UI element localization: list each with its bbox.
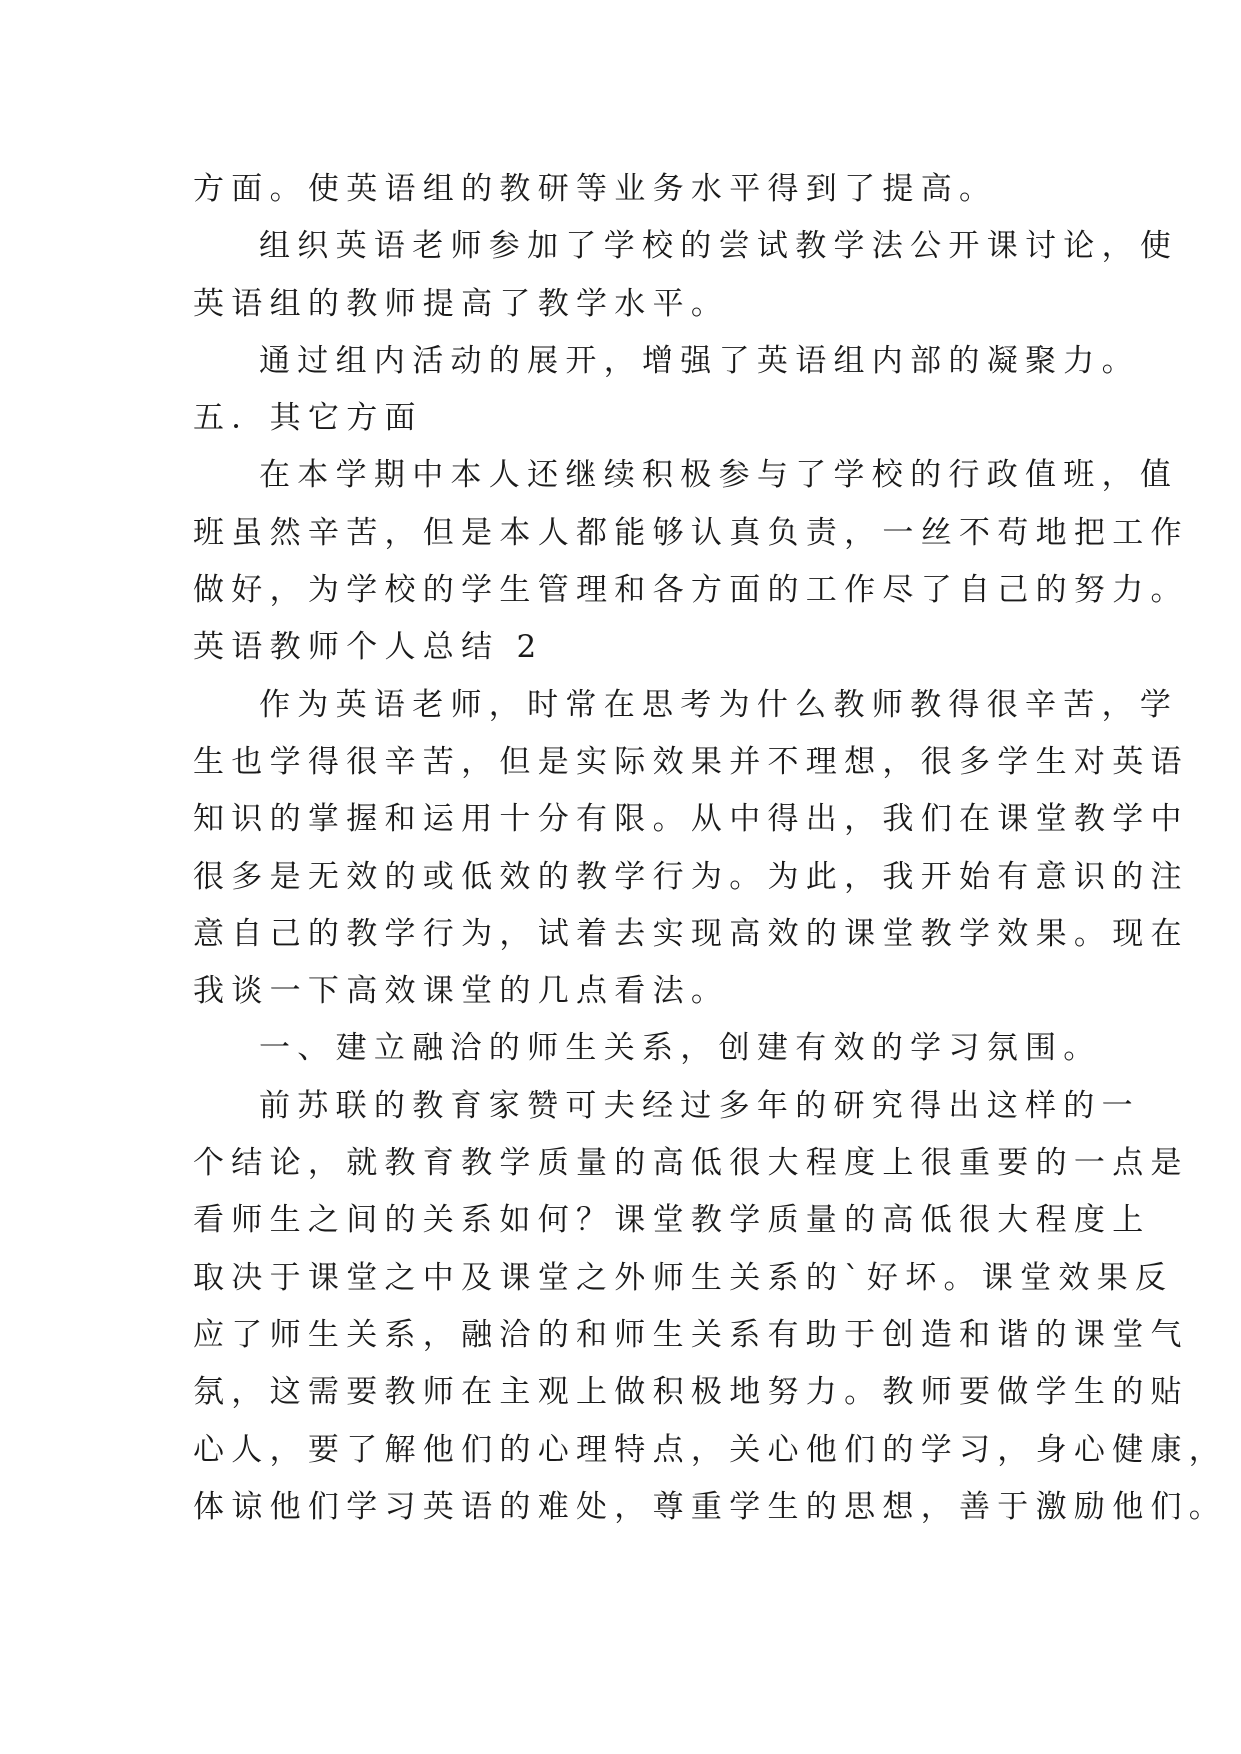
- text-line: 心人，要了解他们的心理特点，关心他们的学习，身心健康，: [193, 1431, 1228, 1468]
- text-line: 看师生之间的关系如何？课堂教学质量的高低很大程度上: [193, 1202, 1151, 1239]
- text-line: 个结论，就教育教学质量的高低很大程度上很重要的一点是: [193, 1145, 1189, 1182]
- text-line: 前苏联的教育家赞可夫经过多年的研究得出这样的一: [259, 1087, 1140, 1124]
- text-line: 体谅他们学习英语的难处，尊重学生的思想，善于激励他们。: [193, 1488, 1228, 1525]
- text-line: 通过组内活动的展开，增强了英语组内部的凝聚力。: [259, 342, 1140, 379]
- text-line: 生也学得很辛苦，但是实际效果并不理想，很多学生对英语: [193, 743, 1189, 780]
- text-line: 英语组的教师提高了教学水平。: [193, 285, 730, 322]
- text-line: 在本学期中本人还继续积极参与了学校的行政值班，值: [259, 457, 1179, 494]
- text-line: 作为英语老师，时常在思考为什么教师教得很辛苦，学: [259, 686, 1179, 723]
- text-line: 班虽然辛苦，但是本人都能够认真负责，一丝不苟地把工作: [193, 514, 1189, 551]
- text-line: 取决于课堂之中及课堂之外师生关系的`好坏。课堂效果反: [193, 1259, 1174, 1296]
- text-line: 应了师生关系，融洽的和师生关系有助于创造和谐的课堂气: [193, 1316, 1189, 1353]
- text-line: 意自己的教学行为，试着去实现高效的课堂教学效果。现在: [193, 915, 1189, 952]
- text-line: 知识的掌握和运用十分有限。从中得出，我们在课堂教学中: [193, 801, 1189, 838]
- section-heading: 一、建立融洽的师生关系，创建有效的学习氛围。: [259, 1030, 1102, 1067]
- document-title: 英语教师个人总结 2: [193, 629, 544, 666]
- text-line: 方面。使英语组的教研等业务水平得到了提高。: [193, 171, 998, 207]
- text-line: 做好，为学校的学生管理和各方面的工作尽了自己的努力。: [193, 572, 1189, 609]
- text-line: 很多是无效的或低效的教学行为。为此，我开始有意识的注: [193, 858, 1189, 895]
- section-heading: 五．其它方面: [193, 400, 423, 437]
- document-body: [193, 161, 1228, 1536]
- text-line: 我谈一下高效课堂的几点看法。: [193, 973, 730, 1010]
- text-line: 氛，这需要教师在主观上做积极地努力。教师要做学生的贴: [193, 1374, 1189, 1411]
- text-line: 组织英语老师参加了学校的尝试教学法公开课讨论，使: [259, 228, 1179, 265]
